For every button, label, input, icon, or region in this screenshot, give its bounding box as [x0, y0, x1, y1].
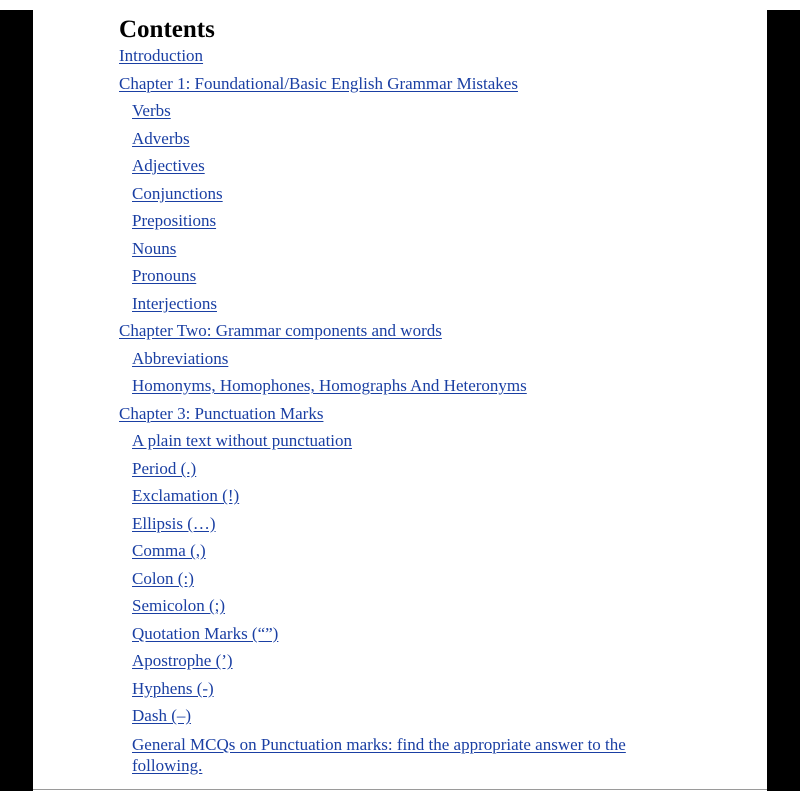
toc-link[interactable]: Colon (:): [132, 568, 194, 588]
right-margin-bar: [767, 10, 800, 791]
toc-link[interactable]: Apostrophe (’): [132, 651, 233, 670]
toc-item: [119, 129, 679, 157]
toc-link[interactable]: Chapter Two: Grammar components and words: [119, 321, 442, 340]
toc-link[interactable]: Comma (,): [132, 541, 206, 560]
toc-item: [119, 624, 679, 652]
toc-link[interactable]: General MCQs on Punctuation marks: find the appropriate answer to the following.: [132, 734, 626, 775]
toc-item: [119, 651, 679, 679]
toc-item: [119, 541, 679, 569]
page-bottom-divider: [33, 789, 767, 790]
toc-item: [119, 404, 679, 432]
toc-link[interactable]: Abbreviations: [132, 348, 229, 368]
toc-link[interactable]: Conjunctions: [132, 183, 223, 203]
toc-item: [119, 294, 679, 322]
toc-item: [119, 239, 679, 267]
toc-item: [119, 184, 679, 212]
toc-link[interactable]: Nouns: [132, 238, 177, 258]
toc-link[interactable]: Hyphens (-): [132, 678, 214, 698]
toc-link[interactable]: Introduction: [119, 46, 204, 65]
toc-link[interactable]: Dash (–): [132, 706, 192, 725]
toc-link[interactable]: Verbs: [132, 101, 171, 120]
toc-link[interactable]: Pronouns: [132, 266, 197, 285]
toc-link[interactable]: Chapter 3: Punctuation Marks: [119, 403, 324, 423]
toc-item: [119, 459, 679, 487]
table-of-contents: [119, 46, 679, 778]
toc-item: [119, 266, 679, 294]
toc-link[interactable]: Period (.): [132, 458, 197, 478]
left-margin-bar: [0, 10, 33, 791]
toc-item: [119, 679, 679, 707]
contents-heading: Contents: [119, 16, 215, 43]
toc-item: [119, 46, 679, 74]
toc-item: [119, 211, 679, 239]
toc-link[interactable]: Ellipsis (…): [132, 513, 216, 533]
document-page: [33, 10, 767, 791]
toc-link[interactable]: Prepositions: [132, 211, 217, 230]
toc-link[interactable]: Adjectives: [132, 156, 205, 175]
toc-item: [119, 156, 679, 184]
toc-item: [119, 514, 679, 542]
toc-item: [119, 376, 679, 404]
toc-link[interactable]: Exclamation (!): [132, 486, 240, 505]
toc-item: [119, 596, 679, 624]
toc-link[interactable]: Semicolon (;): [132, 596, 226, 615]
toc-link[interactable]: A plain text without punctuation: [132, 431, 353, 450]
toc-item: [119, 101, 679, 129]
toc-item: [119, 486, 679, 514]
toc-item: [119, 74, 679, 102]
toc-item: [119, 734, 679, 778]
toc-link[interactable]: Quotation Marks (“”): [132, 623, 279, 643]
toc-link[interactable]: Chapter 1: Foundational/Basic English Grammar Mistakes: [119, 73, 518, 93]
toc-item: [119, 569, 679, 597]
toc-item: [119, 321, 679, 349]
toc-item: [119, 349, 679, 377]
toc-link[interactable]: Homonyms, Homophones, Homographs And Heteronyms: [132, 376, 527, 395]
toc-item: [119, 706, 679, 734]
toc-item: [119, 431, 679, 459]
toc-link[interactable]: Interjections: [132, 293, 217, 313]
toc-link[interactable]: Adverbs: [132, 128, 190, 148]
